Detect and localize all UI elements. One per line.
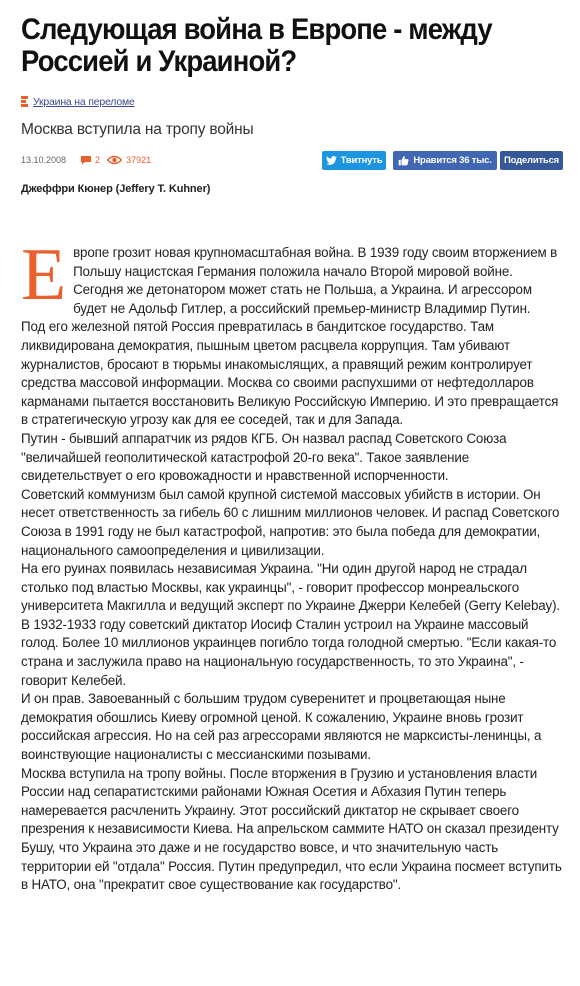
drop-cap: Е bbox=[21, 234, 67, 316]
rubric-marker-icon bbox=[21, 96, 28, 108]
tweet-label: Твитнуть bbox=[340, 155, 383, 166]
article-body bbox=[21, 234, 566, 895]
tweet-button[interactable] bbox=[322, 151, 386, 170]
share-button[interactable] bbox=[500, 151, 563, 170]
rubric bbox=[21, 95, 135, 109]
paragraph: Москва вступила на тропу войны. После вторжения в Грузию и установления власти России над сепаратистскими районами Южная Осетия и Абхазия Путин теперь намеревается расчленить Украину. Этот российский диктатор не скрывает своего презрения к независимости Киева. На апрельском саммите НАТО он сказал президенту Бушу, что Украина это даже и не государство вовсе, и что значительную часть территории ей "отдала" Россия. Путин предупредил, что если Украина посмеет вступить в НАТО, она "прекратит свое существование как государство". bbox=[21, 765, 562, 893]
publish-date: 13.10.2008 bbox=[21, 155, 67, 165]
views-count: 37921 bbox=[126, 155, 152, 165]
headline-line-2: Россией и Украиной? bbox=[21, 45, 297, 78]
facebook-like-button[interactable] bbox=[393, 151, 497, 170]
paragraph: На его руинах появилась независимая Украина. "Ни один другой народ не страдал столько под властью Москвы, как украинцы", - говорит профессор монреальского университета Макгилла и ведущий эксперт по Украине Джерри Келебей (Gerry Kelebay). bbox=[21, 561, 560, 614]
paragraph: Под его железной пятой Россия превратилась в бандитское государство. Там ликвидирована демократия, пышным цветом расцвела коррупция. Там убивают журналистов, бросают в тюрьмы инакомыслящих, а правящий режим контролирует средства массовой информации. Москва со своими распухшими от нефтедолларов карманами пытается восстановить Великую Российскую Империю. И это превращается в стратегическую угрозу как для ее соседей, так и для Запада. bbox=[21, 319, 559, 428]
share-label: Поделиться bbox=[503, 155, 559, 166]
facebook-like-label: Нравится 36 тыс. bbox=[413, 155, 492, 166]
article-subtitle: Москва вступила на тропу войны bbox=[21, 121, 254, 138]
article-meta bbox=[21, 153, 151, 167]
article-author: Джеффри Кюнер (Jeffery T. Kuhner) bbox=[21, 183, 211, 195]
comment-icon[interactable] bbox=[80, 155, 92, 165]
paragraph: Советский коммунизм был самой крупной системой массовых убийств в истории. Он несет ответственность за гибель 60 с лишним миллионов человек. И распад Советского Союза в 1991 году не был катастрофой, напротив: это была победа для демократии, национального самоопределения и цивилизации. bbox=[21, 486, 560, 558]
paragraph: В 1932-1933 году советский диктатор Иосиф Сталин устроил на Украине массовый голод. Более 10 миллионов украинцев погибло тогда голодной смертью. "Если какая-то страна и заслужила право на национальную государственность, то это Украина", - говорит Келебей. bbox=[21, 616, 557, 688]
rubric-link[interactable]: Украина на переломе bbox=[33, 96, 135, 108]
twitter-bird-icon bbox=[326, 156, 337, 165]
thumbs-up-icon bbox=[398, 155, 409, 166]
eye-icon bbox=[107, 155, 122, 165]
paragraph: Путин - бывший аппаратчик из рядов КГБ. Он назвал распад Советского Союза "величайшей геополитической катастрофой 20-го века". Такое заявление свидетельствует о его кровожадности и нравственной испорченности. bbox=[21, 430, 507, 484]
paragraph: вропе грозит новая крупномасштабная война. В 1939 году своим вторжением в Польшу нацистская Германия положила начало Второй мировой войне. Сегодня же детонатором может стать не Польша, а Украина. И агрессором будет не Адольф Гитлер, а российский премьер-министр Владимир Путин. bbox=[73, 245, 558, 316]
comments-count[interactable]: 2 bbox=[95, 155, 101, 165]
paragraph: И он прав. Завоеванный с большим трудом суверенитет и процветающая ныне демократия обошлись Киеву огромной ценой. К сожалению, Украине вновь грозит российская агрессия. Но на сей раз агрессорами являются не марксисты-ленинцы, а воинствующие националисты с мессианскими позывами. bbox=[21, 691, 542, 763]
headline-line-1: Следующая война в Европе - между bbox=[21, 13, 492, 46]
article-headline bbox=[21, 14, 528, 78]
